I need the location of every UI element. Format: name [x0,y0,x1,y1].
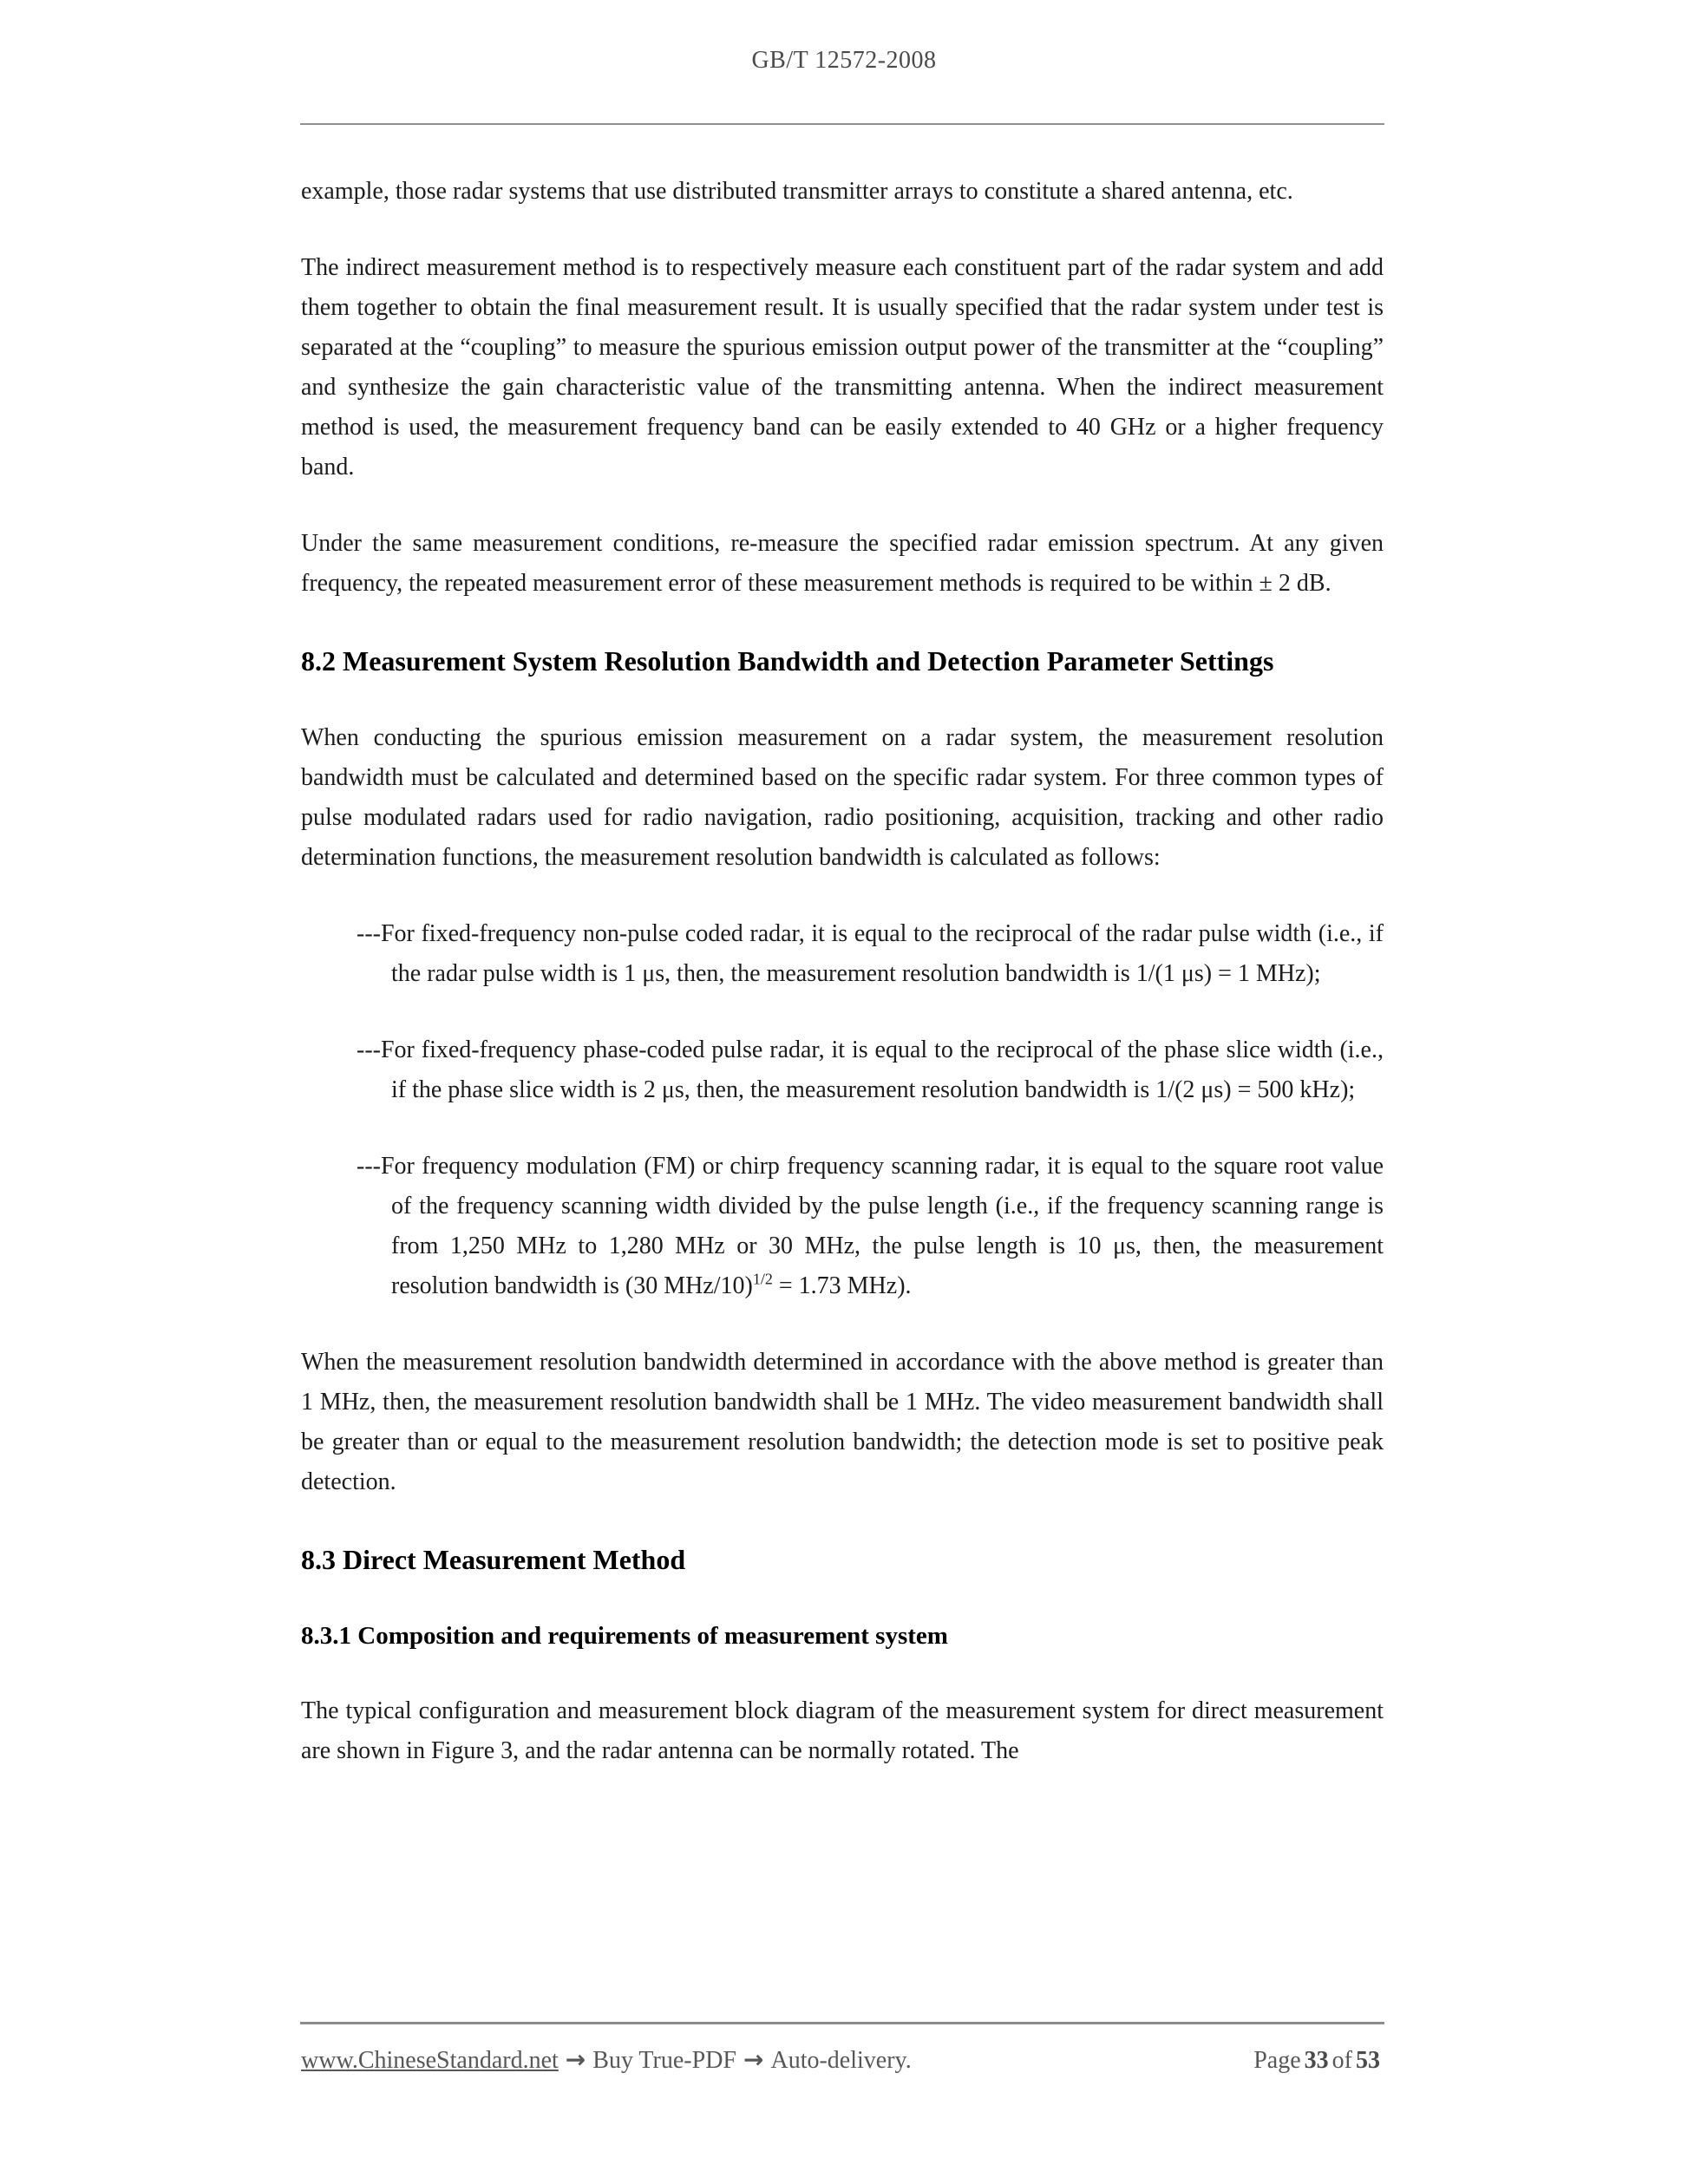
page-label: Page [1253,2047,1301,2074]
right-arrow-icon: → [565,2045,586,2074]
paragraph-intro-continuation: example, those radar systems that use distributed transmitter arrays to constitute a shared antenna, etc. [301,178,1293,205]
bullet-fm-chirp [301,1147,1384,1306]
right-arrow-icon: → [743,2045,764,2074]
heading-8-2: 8.2 Measurement System Resolution Bandwidth and Detection Parameter Settings [301,645,1274,677]
main-content [301,172,1384,1771]
page-total: 53 [1356,2047,1380,2074]
bullet-fixed-frequency-non-pulse: ---For fixed-frequency non-pulse coded radar, it is equal to the reciprocal of the radar pulse width (i.e., if the radar pulse width is 1 μs, then, the measurement resolution bandwidth is 1/(1 μs) = 1 MHz); [357,920,1384,987]
paragraph-resolution-bandwidth: When conducting the spurious emission measurement on a radar system, the measurement resolution bandwidth must be calculated and determined based on the specific radar system. For three common types of pulse modulated radars used for radio navigation, radio positioning, acquisition, tracking and other radio determination functions, the measurement resolution bandwidth is calculated as follows: [301,724,1384,871]
header-rule [300,123,1384,125]
heading-8-3: 8.3 Direct Measurement Method [301,1544,686,1575]
paragraph-direct-measurement: The typical configuration and measurement block diagram of the measurement system for direct measurement are shown in Figure 3, and the radar antenna can be normally rotated. The [301,1697,1384,1764]
footer-buy-text: Buy True-PDF [592,2047,736,2074]
page-current: 33 [1304,2047,1329,2074]
paragraph-indirect-method: The indirect measurement method is to respectively measure each constituent part of the radar system and add them together to obtain the final measurement result. It is usually specified that the radar system under test is separated at the “coupling” to measure the spurious emission output power of the transmitter at the “coupling” and synthesize the gain characteristic value of the transmitting antenna. When the indirect measurement method is used, the measurement frequency band can be easily extended to 40 GHz or a higher frequency band. [301,254,1384,481]
bullet-fm-chirp-result: = 1.73 MHz). [772,1272,912,1299]
paragraph-bandwidth-rules: When the measurement resolution bandwidth determined in accordance with the above method is greater than 1 MHz, then, the measurement resolution bandwidth shall be 1 MHz. The video measurement bandwidth shall be greater than or equal to the measurement resolution bandwidth; the detection mode is set to positive peak detection. [301,1349,1384,1495]
paragraph-repeatability: Under the same measurement conditions, re-measure the specified radar emission spectrum. At any given frequency, the repeated measurement error of these measurement methods is required to be within ± 2 dB. [301,530,1384,597]
bullet-fm-chirp-text: ---For frequency modulation (FM) or chirp frequency scanning radar, it is equal to the square root value of the frequency scanning width divided by the pulse length (i.e., if the frequency scanning range is from 1,250 MHz to 1,280 MHz or 30 MHz, the pulse length is 10 μs, then, the measurement resolution bandwidth is (30 MHz/10) [357,1153,1384,1299]
bullet-phase-coded: ---For fixed-frequency phase-coded pulse radar, it is equal to the reciprocal of the phase slice width (i.e., if the phase slice width is 2 μs, then, the measurement resolution bandwidth is 1/(2 μs) = 500 kHz); [357,1036,1384,1103]
bullet-fm-chirp-exponent: 1/2 [752,1270,773,1288]
heading-8-3-1: 8.3.1 Composition and requirements of measurement system [301,1622,948,1650]
footer-page-info [1253,2047,1384,2075]
footer-promo [301,2045,912,2075]
footer-delivery-text: Auto-delivery. [770,2047,912,2074]
footer-site-link[interactable]: www.ChineseStandard.net [301,2047,559,2074]
of-label: of [1331,2047,1352,2074]
page-footer [301,2045,1384,2075]
footer-rule [300,2022,1384,2024]
doc-number: GB/T 12572-2008 [751,47,937,74]
